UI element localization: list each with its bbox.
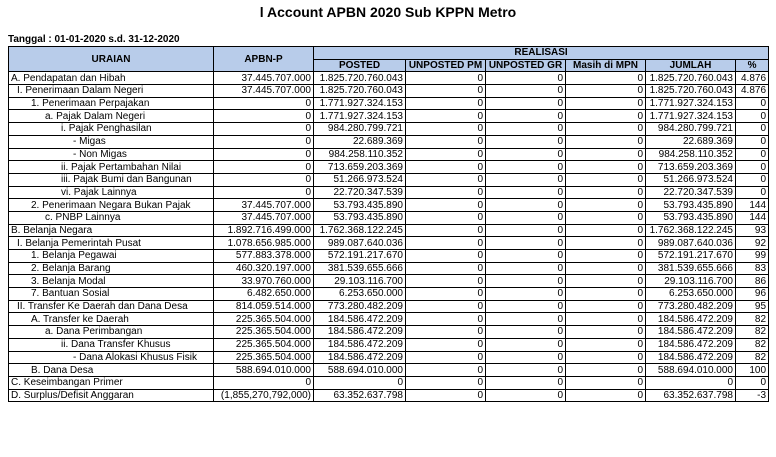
row-masih-mpn: 0 bbox=[566, 338, 646, 351]
row-masih-mpn: 0 bbox=[566, 237, 646, 250]
row-percent: 0 bbox=[736, 161, 769, 174]
row-unposted-pm: 0 bbox=[406, 351, 486, 364]
row-masih-mpn: 0 bbox=[566, 173, 646, 186]
table-row bbox=[9, 199, 769, 212]
row-percent: 144 bbox=[736, 211, 769, 224]
row-posted: 22.720.347.539 bbox=[314, 186, 406, 199]
row-posted: 984.280.799.721 bbox=[314, 123, 406, 136]
row-unposted-pm: 0 bbox=[406, 237, 486, 250]
row-percent: 0 bbox=[736, 123, 769, 136]
row-masih-mpn: 0 bbox=[566, 364, 646, 377]
row-posted: 1.771.927.324.153 bbox=[314, 97, 406, 110]
row-posted: 0 bbox=[314, 376, 406, 389]
row-unposted-pm: 0 bbox=[406, 135, 486, 148]
row-label: 2. Penerimaan Negara Bukan Pajak bbox=[9, 199, 214, 212]
row-posted: 1.825.720.760.043 bbox=[314, 72, 406, 85]
row-posted: 184.586.472.209 bbox=[314, 313, 406, 326]
row-posted: 1.762.368.122.245 bbox=[314, 224, 406, 237]
row-masih-mpn: 0 bbox=[566, 123, 646, 136]
row-unposted-pm: 0 bbox=[406, 275, 486, 288]
row-posted: 773.280.482.209 bbox=[314, 300, 406, 313]
row-unposted-gr: 0 bbox=[486, 300, 566, 313]
row-unposted-gr: 0 bbox=[486, 199, 566, 212]
row-unposted-gr: 0 bbox=[486, 97, 566, 110]
header-realisasi: REALISASI bbox=[314, 47, 769, 60]
row-masih-mpn: 0 bbox=[566, 351, 646, 364]
row-unposted-pm: 0 bbox=[406, 186, 486, 199]
row-percent: 0 bbox=[736, 110, 769, 123]
row-jumlah: 1.825.720.760.043 bbox=[646, 72, 736, 85]
row-jumlah: 29.103.116.700 bbox=[646, 275, 736, 288]
row-masih-mpn: 0 bbox=[566, 161, 646, 174]
row-jumlah: 63.352.637.798 bbox=[646, 389, 736, 402]
row-apbn: 0 bbox=[214, 123, 314, 136]
table-body bbox=[9, 72, 769, 402]
row-jumlah: 53.793.435.890 bbox=[646, 199, 736, 212]
row-apbn: 225.365.504.000 bbox=[214, 313, 314, 326]
table-row bbox=[9, 288, 769, 301]
row-label: I. Belanja Pemerintah Pusat bbox=[9, 237, 214, 250]
row-unposted-pm: 0 bbox=[406, 313, 486, 326]
row-label: 3. Belanja Modal bbox=[9, 275, 214, 288]
table-row bbox=[9, 250, 769, 263]
row-unposted-gr: 0 bbox=[486, 224, 566, 237]
row-posted: 984.258.110.352 bbox=[314, 148, 406, 161]
table-row bbox=[9, 110, 769, 123]
row-jumlah: 588.694.010.000 bbox=[646, 364, 736, 377]
row-jumlah: 22.689.369 bbox=[646, 135, 736, 148]
row-percent: 0 bbox=[736, 376, 769, 389]
row-label: 1. Penerimaan Perpajakan bbox=[9, 97, 214, 110]
table-row bbox=[9, 161, 769, 174]
row-unposted-gr: 0 bbox=[486, 250, 566, 263]
table-row bbox=[9, 173, 769, 186]
row-jumlah: 51.266.973.524 bbox=[646, 173, 736, 186]
row-unposted-gr: 0 bbox=[486, 262, 566, 275]
row-unposted-pm: 0 bbox=[406, 123, 486, 136]
row-masih-mpn: 0 bbox=[566, 224, 646, 237]
row-percent: 96 bbox=[736, 288, 769, 301]
date-range: Tanggal : 01-01-2020 s.d. 31-12-2020 bbox=[8, 34, 180, 45]
row-unposted-gr: 0 bbox=[486, 351, 566, 364]
row-unposted-gr: 0 bbox=[486, 123, 566, 136]
table-row bbox=[9, 300, 769, 313]
row-jumlah: 989.087.640.036 bbox=[646, 237, 736, 250]
row-label: - Migas bbox=[9, 135, 214, 148]
row-unposted-gr: 0 bbox=[486, 72, 566, 85]
row-percent: 0 bbox=[736, 135, 769, 148]
row-percent: 86 bbox=[736, 275, 769, 288]
row-unposted-gr: 0 bbox=[486, 110, 566, 123]
row-masih-mpn: 0 bbox=[566, 250, 646, 263]
row-percent: 82 bbox=[736, 313, 769, 326]
row-label: a. Pajak Dalam Negeri bbox=[9, 110, 214, 123]
row-label: c. PNBP Lainnya bbox=[9, 211, 214, 224]
row-unposted-pm: 0 bbox=[406, 250, 486, 263]
row-masih-mpn: 0 bbox=[566, 85, 646, 98]
row-masih-mpn: 0 bbox=[566, 211, 646, 224]
table-row bbox=[9, 326, 769, 339]
table-row bbox=[9, 364, 769, 377]
row-unposted-gr: 0 bbox=[486, 288, 566, 301]
row-percent: 83 bbox=[736, 262, 769, 275]
row-posted: 1.825.720.760.043 bbox=[314, 85, 406, 98]
row-unposted-gr: 0 bbox=[486, 161, 566, 174]
row-jumlah: 713.659.203.369 bbox=[646, 161, 736, 174]
row-apbn: 225.365.504.000 bbox=[214, 326, 314, 339]
row-jumlah: 1.771.927.324.153 bbox=[646, 110, 736, 123]
row-apbn: 1.078.656.985.000 bbox=[214, 237, 314, 250]
row-unposted-pm: 0 bbox=[406, 364, 486, 377]
row-unposted-pm: 0 bbox=[406, 110, 486, 123]
row-unposted-gr: 0 bbox=[486, 186, 566, 199]
row-unposted-pm: 0 bbox=[406, 148, 486, 161]
report-title: l Account APBN 2020 Sub KPPN Metro bbox=[259, 4, 517, 20]
row-apbn: (1,855,270,792,000) bbox=[214, 389, 314, 402]
row-apbn: 0 bbox=[214, 173, 314, 186]
row-masih-mpn: 0 bbox=[566, 275, 646, 288]
row-posted: 6.253.650.000 bbox=[314, 288, 406, 301]
row-jumlah: 184.586.472.209 bbox=[646, 326, 736, 339]
table-row bbox=[9, 135, 769, 148]
row-apbn: 0 bbox=[214, 148, 314, 161]
row-unposted-pm: 0 bbox=[406, 389, 486, 402]
row-jumlah: 984.280.799.721 bbox=[646, 123, 736, 136]
row-unposted-pm: 0 bbox=[406, 97, 486, 110]
row-percent: 99 bbox=[736, 250, 769, 263]
row-percent: 92 bbox=[736, 237, 769, 250]
row-apbn: 33.970.760.000 bbox=[214, 275, 314, 288]
table-row bbox=[9, 389, 769, 402]
row-unposted-gr: 0 bbox=[486, 338, 566, 351]
table-row bbox=[9, 123, 769, 136]
table-row bbox=[9, 186, 769, 199]
row-masih-mpn: 0 bbox=[566, 288, 646, 301]
row-masih-mpn: 0 bbox=[566, 262, 646, 275]
table-row bbox=[9, 237, 769, 250]
row-jumlah: 773.280.482.209 bbox=[646, 300, 736, 313]
row-masih-mpn: 0 bbox=[566, 300, 646, 313]
row-label: 2. Belanja Barang bbox=[9, 262, 214, 275]
row-label: 7. Bantuan Sosial bbox=[9, 288, 214, 301]
row-apbn: 37.445.707.000 bbox=[214, 199, 314, 212]
table-header bbox=[9, 47, 769, 72]
row-unposted-gr: 0 bbox=[486, 148, 566, 161]
row-apbn: 225.365.504.000 bbox=[214, 338, 314, 351]
header-apbn: APBN-P bbox=[214, 47, 314, 72]
row-masih-mpn: 0 bbox=[566, 199, 646, 212]
row-unposted-gr: 0 bbox=[486, 313, 566, 326]
row-percent: 0 bbox=[736, 173, 769, 186]
header-uraian: URAIAN bbox=[9, 47, 214, 72]
row-apbn: 37.445.707.000 bbox=[214, 85, 314, 98]
row-percent: 93 bbox=[736, 224, 769, 237]
row-jumlah: 184.586.472.209 bbox=[646, 351, 736, 364]
row-apbn: 0 bbox=[214, 97, 314, 110]
row-unposted-pm: 0 bbox=[406, 300, 486, 313]
row-label: A. Pendapatan dan Hibah bbox=[9, 72, 214, 85]
row-unposted-gr: 0 bbox=[486, 389, 566, 402]
row-jumlah: 184.586.472.209 bbox=[646, 313, 736, 326]
row-unposted-gr: 0 bbox=[486, 85, 566, 98]
row-label: iii. Pajak Bumi dan Bangunan bbox=[9, 173, 214, 186]
row-apbn: 37.445.707.000 bbox=[214, 72, 314, 85]
table-row bbox=[9, 211, 769, 224]
row-unposted-gr: 0 bbox=[486, 275, 566, 288]
row-unposted-pm: 0 bbox=[406, 211, 486, 224]
row-jumlah: 1.825.720.760.043 bbox=[646, 85, 736, 98]
row-jumlah: 0 bbox=[646, 376, 736, 389]
row-unposted-pm: 0 bbox=[406, 262, 486, 275]
row-apbn: 577.883.378.000 bbox=[214, 250, 314, 263]
row-jumlah: 984.258.110.352 bbox=[646, 148, 736, 161]
row-posted: 53.793.435.890 bbox=[314, 211, 406, 224]
table-row bbox=[9, 224, 769, 237]
row-masih-mpn: 0 bbox=[566, 389, 646, 402]
row-unposted-pm: 0 bbox=[406, 224, 486, 237]
row-masih-mpn: 0 bbox=[566, 326, 646, 339]
row-posted: 29.103.116.700 bbox=[314, 275, 406, 288]
row-unposted-pm: 0 bbox=[406, 161, 486, 174]
row-label: B. Dana Desa bbox=[9, 364, 214, 377]
row-unposted-pm: 0 bbox=[406, 326, 486, 339]
row-unposted-pm: 0 bbox=[406, 72, 486, 85]
table-row bbox=[9, 338, 769, 351]
row-label: II. Transfer Ke Daerah dan Dana Desa bbox=[9, 300, 214, 313]
row-posted: 184.586.472.209 bbox=[314, 338, 406, 351]
row-apbn: 1.892.716.499.000 bbox=[214, 224, 314, 237]
row-label: ii. Dana Transfer Khusus bbox=[9, 338, 214, 351]
table-row bbox=[9, 85, 769, 98]
row-unposted-pm: 0 bbox=[406, 199, 486, 212]
header-masih-mpn: Masih di MPN bbox=[566, 59, 646, 72]
row-masih-mpn: 0 bbox=[566, 135, 646, 148]
row-masih-mpn: 0 bbox=[566, 97, 646, 110]
row-posted: 989.087.640.036 bbox=[314, 237, 406, 250]
table-row bbox=[9, 275, 769, 288]
header-posted: POSTED bbox=[314, 59, 406, 72]
row-unposted-pm: 0 bbox=[406, 338, 486, 351]
row-jumlah: 572.191.217.670 bbox=[646, 250, 736, 263]
row-masih-mpn: 0 bbox=[566, 110, 646, 123]
row-percent: 0 bbox=[736, 97, 769, 110]
row-apbn: 37.445.707.000 bbox=[214, 211, 314, 224]
table-row bbox=[9, 148, 769, 161]
row-percent: 82 bbox=[736, 338, 769, 351]
row-posted: 51.266.973.524 bbox=[314, 173, 406, 186]
row-percent: 95 bbox=[736, 300, 769, 313]
header-percent: % bbox=[736, 59, 769, 72]
row-unposted-pm: 0 bbox=[406, 173, 486, 186]
row-label: D. Surplus/Defisit Anggaran bbox=[9, 389, 214, 402]
row-unposted-pm: 0 bbox=[406, 288, 486, 301]
header-unposted-pm: UNPOSTED PM bbox=[406, 59, 486, 72]
row-masih-mpn: 0 bbox=[566, 376, 646, 389]
row-unposted-pm: 0 bbox=[406, 376, 486, 389]
row-apbn: 0 bbox=[214, 376, 314, 389]
row-posted: 588.694.010.000 bbox=[314, 364, 406, 377]
row-apbn: 225.365.504.000 bbox=[214, 351, 314, 364]
row-masih-mpn: 0 bbox=[566, 72, 646, 85]
row-jumlah: 53.793.435.890 bbox=[646, 211, 736, 224]
row-unposted-gr: 0 bbox=[486, 364, 566, 377]
row-jumlah: 1.762.368.122.245 bbox=[646, 224, 736, 237]
row-posted: 184.586.472.209 bbox=[314, 351, 406, 364]
row-percent: 82 bbox=[736, 351, 769, 364]
row-percent: 0 bbox=[736, 148, 769, 161]
row-unposted-pm: 0 bbox=[406, 85, 486, 98]
row-apbn: 0 bbox=[214, 186, 314, 199]
table-row bbox=[9, 376, 769, 389]
row-posted: 63.352.637.798 bbox=[314, 389, 406, 402]
row-label: 1. Belanja Pegawai bbox=[9, 250, 214, 263]
row-unposted-gr: 0 bbox=[486, 376, 566, 389]
row-posted: 572.191.217.670 bbox=[314, 250, 406, 263]
row-posted: 184.586.472.209 bbox=[314, 326, 406, 339]
row-label: I. Penerimaan Dalam Negeri bbox=[9, 85, 214, 98]
row-unposted-gr: 0 bbox=[486, 135, 566, 148]
row-apbn: 460.320.197.000 bbox=[214, 262, 314, 275]
row-jumlah: 22.720.347.539 bbox=[646, 186, 736, 199]
row-masih-mpn: 0 bbox=[566, 186, 646, 199]
row-label: B. Belanja Negara bbox=[9, 224, 214, 237]
row-percent: 100 bbox=[736, 364, 769, 377]
row-label: ii. Pajak Pertambahan Nilai bbox=[9, 161, 214, 174]
header-jumlah: JUMLAH bbox=[646, 59, 736, 72]
row-posted: 713.659.203.369 bbox=[314, 161, 406, 174]
row-apbn: 588.694.010.000 bbox=[214, 364, 314, 377]
row-posted: 22.689.369 bbox=[314, 135, 406, 148]
row-apbn: 6.482.650.000 bbox=[214, 288, 314, 301]
table-row bbox=[9, 72, 769, 85]
row-masih-mpn: 0 bbox=[566, 313, 646, 326]
row-unposted-gr: 0 bbox=[486, 326, 566, 339]
table-row bbox=[9, 351, 769, 364]
row-percent: 82 bbox=[736, 326, 769, 339]
row-label: C. Keseimbangan Primer bbox=[9, 376, 214, 389]
row-apbn: 0 bbox=[214, 110, 314, 123]
row-percent: 0 bbox=[736, 186, 769, 199]
row-masih-mpn: 0 bbox=[566, 148, 646, 161]
header-unposted-gr: UNPOSTED GR bbox=[486, 59, 566, 72]
row-unposted-gr: 0 bbox=[486, 173, 566, 186]
row-percent: -3 bbox=[736, 389, 769, 402]
row-label: A. Transfer ke Daerah bbox=[9, 313, 214, 326]
table-row bbox=[9, 313, 769, 326]
row-jumlah: 381.539.655.666 bbox=[646, 262, 736, 275]
table-row bbox=[9, 97, 769, 110]
row-apbn: 0 bbox=[214, 135, 314, 148]
row-jumlah: 6.253.650.000 bbox=[646, 288, 736, 301]
row-percent: 4.876 bbox=[736, 72, 769, 85]
row-label: - Non Migas bbox=[9, 148, 214, 161]
row-jumlah: 1.771.927.324.153 bbox=[646, 97, 736, 110]
row-posted: 1.771.927.324.153 bbox=[314, 110, 406, 123]
row-unposted-gr: 0 bbox=[486, 237, 566, 250]
row-label: - Dana Alokasi Khusus Fisik bbox=[9, 351, 214, 364]
row-label: vi. Pajak Lainnya bbox=[9, 186, 214, 199]
realisasi-table bbox=[8, 46, 769, 402]
row-label: a. Dana Perimbangan bbox=[9, 326, 214, 339]
row-apbn: 814.059.514.000 bbox=[214, 300, 314, 313]
row-unposted-gr: 0 bbox=[486, 211, 566, 224]
row-percent: 4.876 bbox=[736, 85, 769, 98]
table-row bbox=[9, 262, 769, 275]
row-jumlah: 184.586.472.209 bbox=[646, 338, 736, 351]
row-posted: 53.793.435.890 bbox=[314, 199, 406, 212]
row-apbn: 0 bbox=[214, 161, 314, 174]
row-percent: 144 bbox=[736, 199, 769, 212]
row-label: i. Pajak Penghasilan bbox=[9, 123, 214, 136]
row-posted: 381.539.655.666 bbox=[314, 262, 406, 275]
